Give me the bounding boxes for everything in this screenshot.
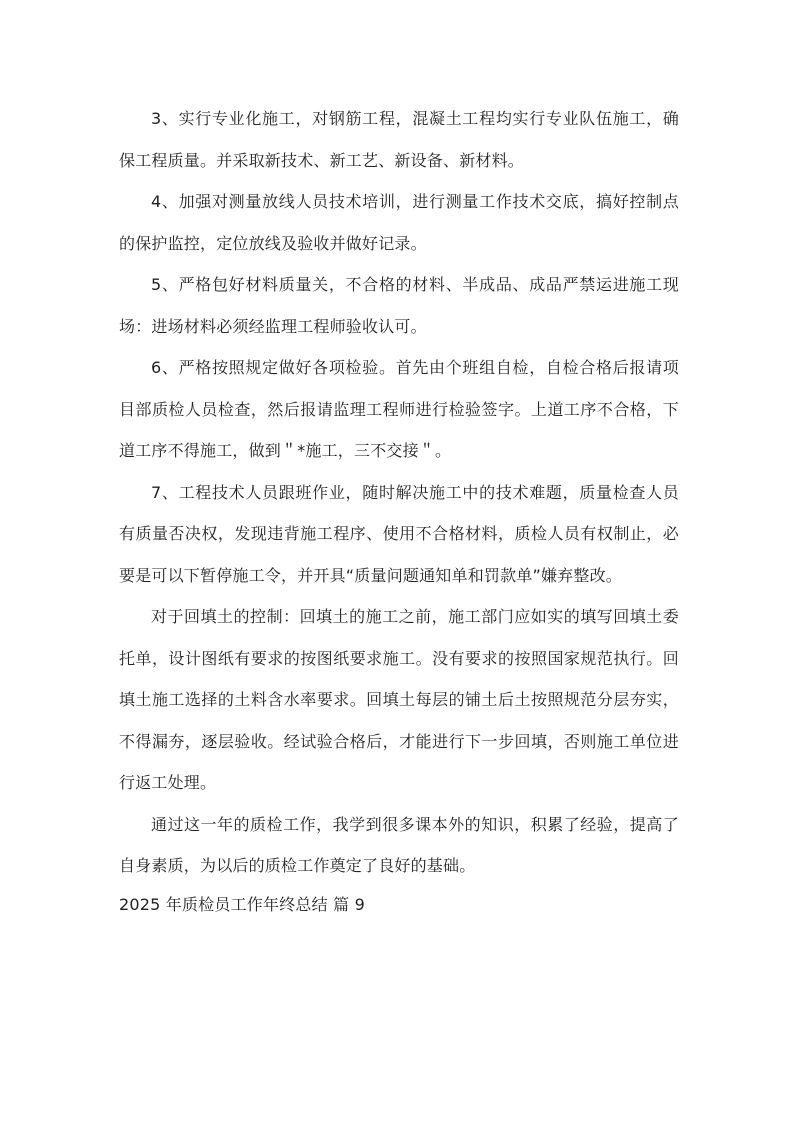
paragraph-item-5: 5、严格包好材料质量关，不合格的材料、半成品、成品严禁运进施工现场：进场材料必须经监理工程师验收认可。 [119, 275, 679, 336]
paragraph-item-7: 7、工程技术人员跟班作业，随时解决施工中的技术难题，质量检查人员有质量否决权，发现违背施工程序、使用不合格材料，质检人员有权制止，必要是可以下暂停施工令，并开具“质量问题通知单和罚款单”嫌弃整改。 [119, 482, 679, 585]
paragraph-item-6: 6、严格按照规定做好各项检验。首先由个班组自检，自检合格后报请项目部质检人员检查，然后报请监理工程师进行检验签字。上道工序不合格，下道工序不得施工，做到＂*施工，三不交接＂。 [119, 358, 679, 460]
section-heading: 2025 年质检员工作年终总结 篇 9 [119, 894, 365, 914]
paragraph-item-3: 3、实行专业化施工，对钢筋工程，混凝土工程均实行专业队伍施工，确保工程质量。并采取新技术、新工艺、新设备、新材料。 [119, 109, 679, 170]
paragraph-conclusion: 通过这一年的质检工作，我学到很多课本外的知识，积累了经验，提高了自身素质，为以后的质检工作奠定了良好的基础。 [119, 814, 679, 875]
document-body [119, 98, 679, 923]
paragraph-backfill-control: 对于回填土的控制：回填土的施工之前，施工部门应如实的填写回填土委托单，设计图纸有要求的按图纸要求施工。没有要求的按照国家规范执行。回填土施工选择的土料含水率要求。回填土每层的铺土后土按照规范分层夯实，不得漏夯，逐层验收。经试验合格后，才能进行下一步回填，否则施工单位进行返工处理。 [119, 607, 679, 792]
paragraph-item-4: 4、加强对测量放线人员技术培训，进行测量工作技术交底，搞好控制点的保护监控，定位放线及验收并做好记录。 [119, 192, 679, 253]
